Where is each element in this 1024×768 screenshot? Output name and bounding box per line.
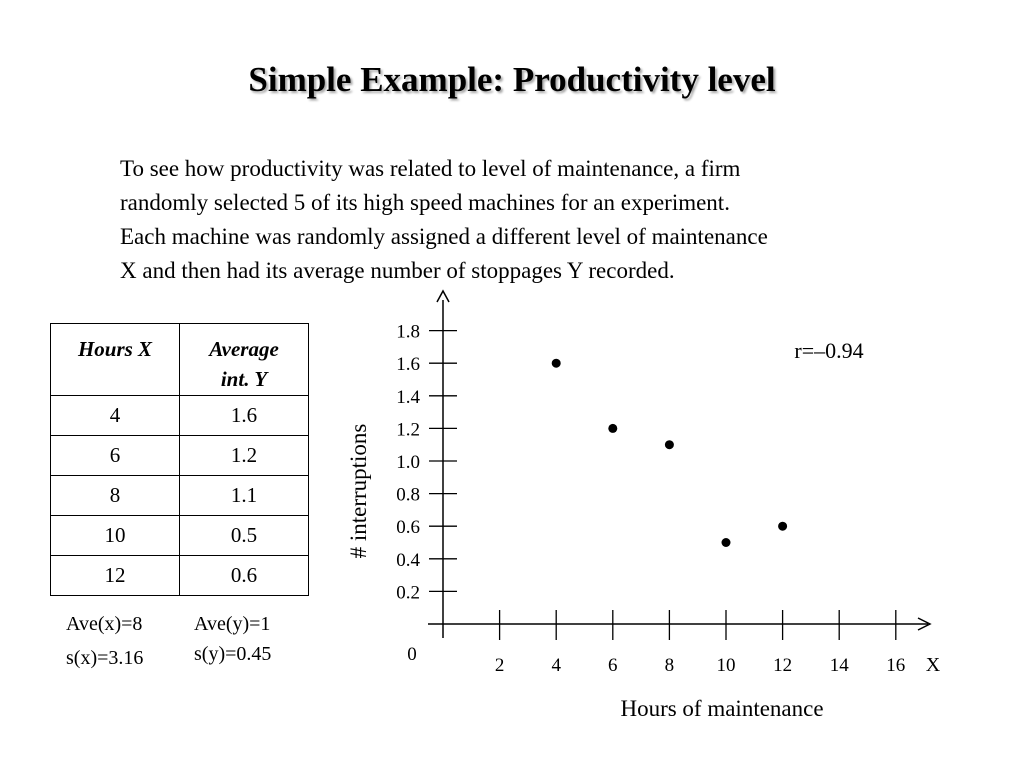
stat-s-y: s(y)=0.45 [194,643,272,665]
data-point [608,424,617,433]
y-tick-label: 0.2 [396,582,420,604]
table-cell-interruptions: 1.6 [180,396,309,436]
y-tick-label: 1.2 [396,419,420,441]
x-tick-label: 2 [494,655,505,676]
table-cell-hours: 10 [51,516,180,556]
x-tick-label: 6 [608,655,618,676]
table-cell-hours: 4 [51,396,180,436]
table-cell-hours: 6 [51,436,180,476]
table-cell-hours: 8 [51,476,180,516]
y-axis-title: # interruptions [346,423,371,559]
table-cell-interruptions: 0.5 [180,516,309,556]
data-point [665,440,674,449]
x-tick-label: 16 [886,655,906,676]
header-label: Average [209,337,279,361]
table-cell-hours: 12 [51,556,180,596]
table-cell-interruptions: 1.2 [180,436,309,476]
x-axis-end-label: X [925,654,941,676]
stat-s-x: s(x)=3.16 [66,647,144,669]
x-axis-title: Hours of maintenance [620,696,824,721]
y-tick-label: 0.6 [396,517,420,539]
y-tick-label: 1.4 [396,386,420,408]
correlation-annotation: r=–0.94 [794,338,864,363]
stat-ave-y: Ave(y)=1 [194,613,271,635]
intro-line: randomly selected 5 of its high speed machines for an experiment. [120,190,730,215]
intro-line: X and then had its average number of stoppages Y recorded. [120,258,675,283]
table-cell-interruptions: 0.6 [180,556,309,596]
data-point [722,538,731,547]
origin-label: 0 [407,644,417,665]
x-tick-label: 12 [773,655,793,676]
x-tick-label: 8 [664,655,675,676]
x-tick-label: 14 [829,655,849,676]
x-tick-label: 10 [716,655,736,676]
y-tick-label: 1.6 [396,354,420,376]
intro-line: Each machine was randomly assigned a different level of maintenance [120,224,768,249]
header-label: int. Y [220,367,268,391]
data-point [552,359,561,368]
slide-title: Simple Example: Productivity level [248,60,776,99]
table-cell-interruptions: 1.1 [180,476,309,516]
y-tick-label: 1.0 [396,452,420,473]
y-tick-label: 1.8 [396,321,420,343]
y-tick-label: 0.8 [396,484,420,506]
y-tick-label: 0.4 [396,549,420,571]
header-label: Hours X [77,337,153,361]
intro-line: To see how productivity was related to level of maintenance, a firm [120,156,741,181]
stat-ave-x: Ave(x)=8 [66,613,143,635]
data-point [778,522,787,531]
x-tick-label: 4 [551,655,561,676]
